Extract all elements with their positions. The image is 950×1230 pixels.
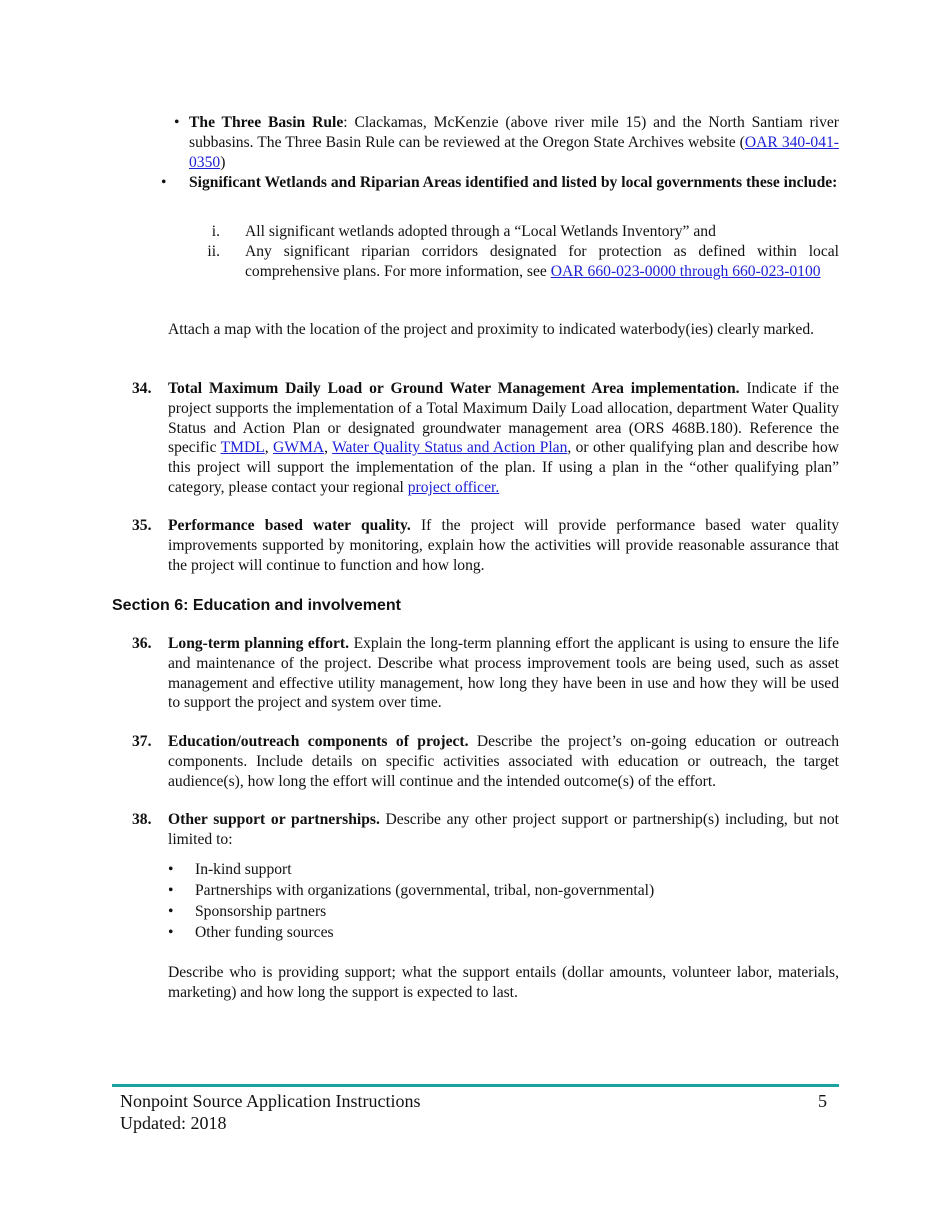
support-closing: Describe who is providing support; what the support entails (dollar amounts, volunteer labor, materials, marketing) and how long the support is expected to last. — [168, 964, 839, 1001]
footer-text — [120, 1090, 420, 1134]
bullet-icon: • — [168, 882, 174, 899]
item-36-title: Long-term planning effort. — [168, 635, 350, 652]
bullet-icon: • — [161, 174, 167, 191]
support-bullet-list — [168, 860, 839, 944]
item-35-title: Performance based water quality. — [168, 517, 411, 534]
wetlands-bullet — [161, 173, 839, 193]
item-34-title: Total Maximum Daily Load or Ground Water Management Area implementation. — [168, 380, 740, 397]
item-36: 36. Long-term planning effort. Explain the long-term planning effort the applicant is using to ensure the life and maintenance of the project. Describe what process improvement tools are being used, such as asset management and effective utility management, how long they have been in use and how they will be used to support the project and system over time. — [132, 635, 839, 712]
wetlands-item-i: i. All significant wetlands adopted through a “Local Wetlands Inventory” and — [211, 223, 716, 240]
bullet-icon: • — [168, 861, 174, 878]
three-basin-bullet: • The Three Basin Rule: Clackamas, McKenzie (above river mile 15) and the North Santiam river subbasins. The Three Basin Rule can be reviewed at the Oregon State Archives website (OAR 340-041-0350) — [174, 114, 839, 171]
attach-map-note: Attach a map with the location of the project and proximity to indicated waterbody(ies) clearly marked. — [168, 321, 815, 338]
item-34: 34. Total Maximum Daily Load or Ground Water Management Area implementation. Indicate if the project supports the implementation of a Total Maximum Daily Load allocation, department Water Quality Status and Action Plan or designated groundwater management area (ORS 468B.180). Reference the specific TMDL, GWMA, Water Quality Status and Action Plan, or other qualifying plan and describe how this project will support the implementation of the plan. If using a plan in the “other qualifying plan” category, please contact your regional project officer. — [132, 380, 840, 496]
section-6-heading: Section 6: Education and involvement — [112, 597, 401, 614]
item-38: 38. Other support or partnerships. Describe any other project support or partnership(s) including, but not limited to: — [132, 811, 839, 848]
wq-status-plan-link[interactable]: Water Quality Status and Action Plan — [332, 439, 568, 457]
item-38-title: Other support or partnerships. — [168, 811, 380, 828]
oar-660-link[interactable]: OAR 660-023-0000 through 660-023-0100 — [550, 262, 821, 280]
item-37: 37. Education/outreach components of project. Describe the project’s on-going education or outreach components. Include details on specific activities associated with education or outreach, the target audience(s), how long the effort will continue and the intended outcome(s) of the effort. — [132, 733, 840, 790]
three-basin-title: The Three Basin Rule — [189, 114, 344, 131]
footer-rule — [112, 1084, 839, 1087]
list-item: • Sponsorship partners — [168, 903, 327, 920]
footer-updated: Updated: 2018 — [120, 1113, 227, 1133]
page-number: 5 — [818, 1091, 827, 1111]
list-item: • In-kind support — [168, 861, 292, 878]
tmdl-link[interactable]: TMDL — [220, 439, 265, 457]
gwma-link[interactable]: GWMA — [273, 439, 325, 457]
project-officer-link[interactable]: project officer. — [407, 478, 500, 496]
item-37-title: Education/outreach components of project. — [168, 733, 469, 750]
list-item: • Partnerships with organizations (governmental, tribal, non-governmental) — [168, 882, 655, 899]
bullet-icon: • — [168, 903, 174, 920]
wetlands-title: Significant Wetlands and Riparian Areas identified and listed by local governments these include: — [189, 174, 838, 191]
footer-title: Nonpoint Source Application Instructions — [120, 1091, 421, 1111]
bullet-icon: • — [168, 924, 174, 941]
three-basin-text: : Clackamas, McKenzie (above river mile 15) and the North Santiam river subbasins. The Three Basin Rule can be reviewed at the Oregon State Archives website ( — [189, 114, 839, 151]
oar-340-link[interactable]: OAR 340-041-0350 — [189, 133, 839, 171]
list-item: • Other funding sources — [168, 924, 334, 941]
bullet-icon: • — [174, 114, 180, 131]
wetlands-item-ii: ii. Any significant riparian corridors designated for protection as defined within local comprehensive plans. For more information, see OAR 660-023-0000 through 660-023-0100 — [207, 243, 839, 280]
item-35: 35. Performance based water quality. If the project will provide performance based water quality improvements supported by monitoring, explain how the activities will provide reasonable assurance that the project will continue to function and how long. — [132, 517, 839, 574]
